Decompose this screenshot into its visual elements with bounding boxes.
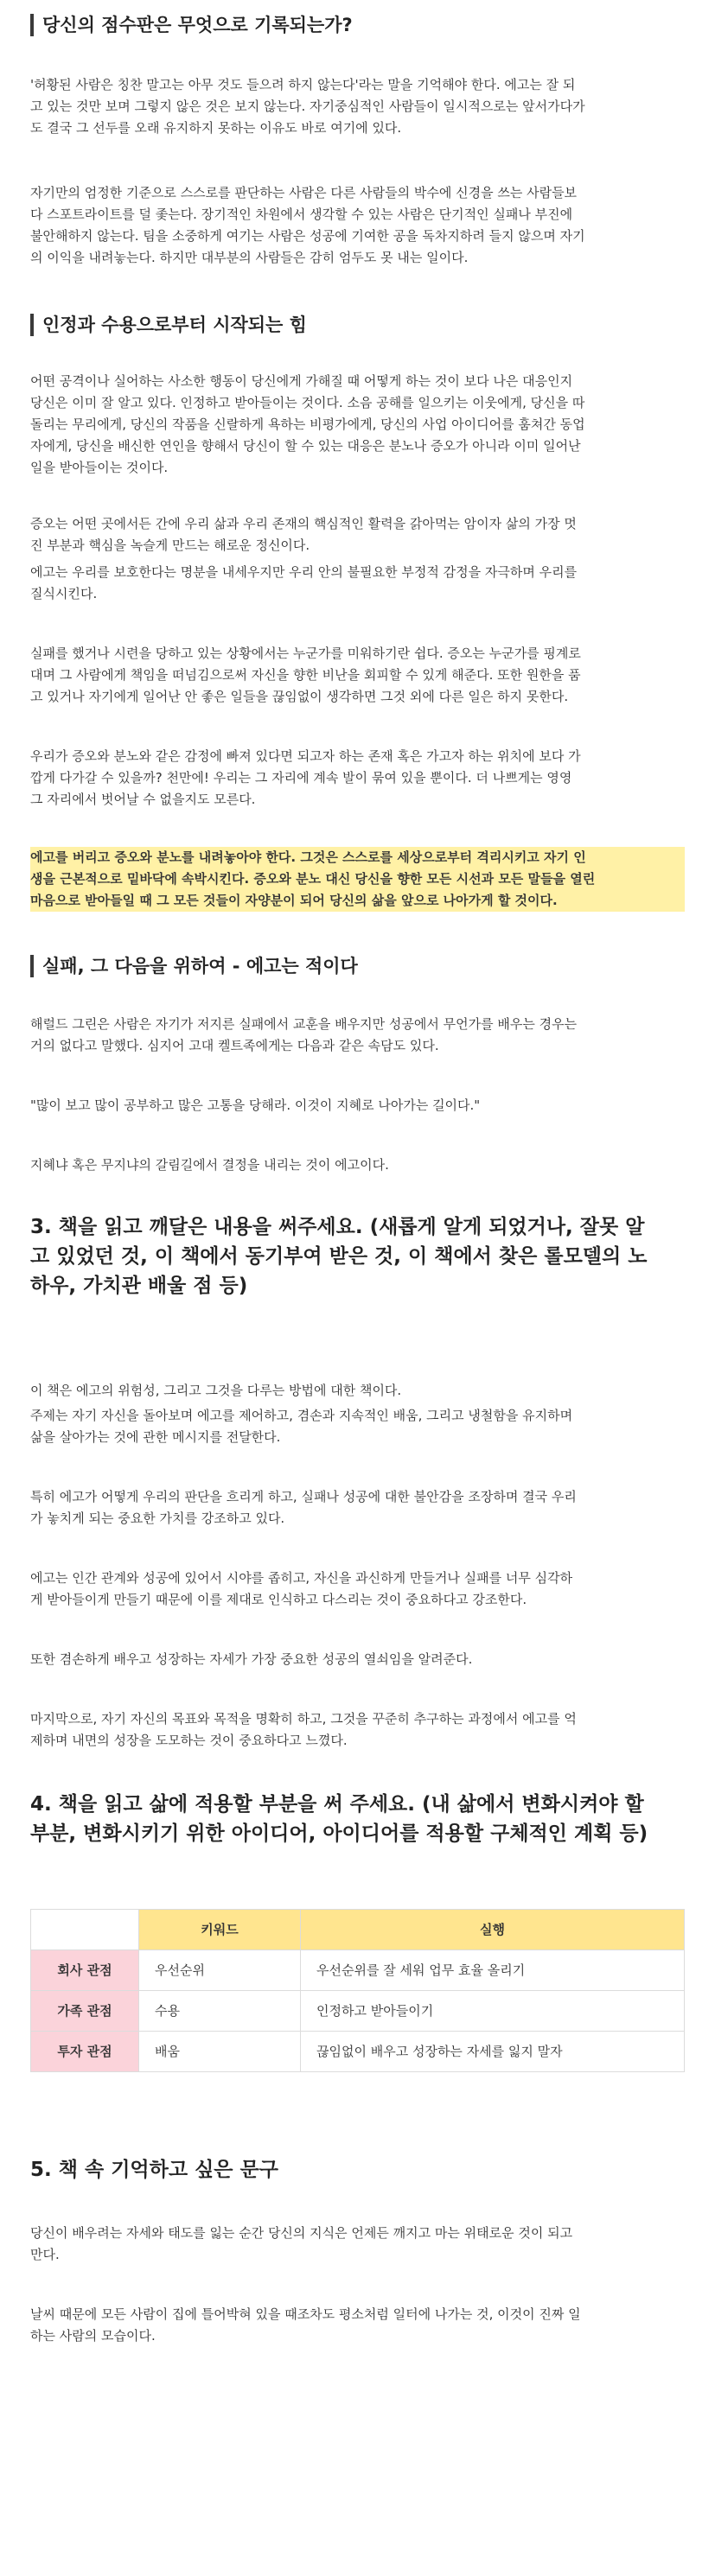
question-heading: 4. 책을 읽고 삶에 적용할 부분을 써 주세요. (내 삶에서 변화시켜야 할 부분, 변화시키기 위한 아이디어, 아이디어를 적용할 구체적인 계획 등) <box>30 1793 648 1845</box>
table-row <box>31 1950 685 1991</box>
paragraph: 증오는 어떤 곳에서든 간에 우리 삶과 우리 존재의 핵심적인 활력을 갉아먹는 암이자 삶의 가장 멋 진 부분과 핵심을 녹슬게 만드는 해로운 정신이다. <box>30 516 577 553</box>
paragraph: 에고는 인간 관계와 성공에 있어서 시야를 좁히고, 자신을 과신하게 만들거나 실패를 너무 심각하 게 받아들이게 만들기 때문에 이를 제대로 인식하고 다스리는 것이 중요하다고 강조한다. <box>30 1570 573 1607</box>
paragraph: 어떤 공격이나 실어하는 사소한 행동이 당신에게 가해질 때 어떻게 하는 것이 보다 나은 대응인지 당신은 이미 잘 알고 있다. 인정하고 받아들이는 것이다. 소음 공해를 일으키는 이웃에게, 당신을 따 돌리는 무리에게, 당신의 작품을 신랄하게 욕하는 비평가에게, 당신의 사업 아이디어를 훔쳐간 동업 자에게, 당신을 배신한 연인을 향해서 당신이 할 수 있는 대응은 분노나 증오가 아니라 이미 일어난 일을 받아들이는 것이다. <box>30 373 585 475</box>
paragraph: 날씨 때문에 모든 사람이 집에 틀어박혀 있을 때조차도 평소처럼 일터에 나가는 것, 이것이 진짜 일 하는 사람의 모습이다. <box>30 2306 581 2344</box>
section-heading: 실패, 그 다음을 위하여 - 에고는 적이다 <box>30 955 685 977</box>
paragraph: 해럴드 그린은 사람은 자기가 저지른 실패에서 교훈을 배우지만 성공에서 무언가를 배우는 경우는 거의 없다고 말했다. 심지어 고대 켈트족에게는 다음과 같은 속담도 있다. <box>30 1016 578 1053</box>
row-keyword: 우선순위 <box>139 1950 301 1991</box>
section-heading: 당신의 점수판은 무엇으로 기록되는가? <box>30 14 685 36</box>
paragraph: '허황된 사람은 칭찬 말고는 아무 것도 들으려 하지 않는다'라는 말을 기억해야 한다. 에고는 잘 되 고 있는 것만 보며 그렇지 않은 것은 보지 않는다. 자기중심적인 사람들이 일시적으로는 앞서가다가 도 결국 그 선두를 오래 유지하지 못하는 이유도 바로 여기에 있다. <box>30 77 585 136</box>
table-header-keyword: 키워드 <box>139 1910 301 1950</box>
paragraph: 당신이 배우려는 자세와 태도를 잃는 순간 당신의 지식은 언제든 깨지고 마는 위태로운 것이 되고 만다. <box>30 2225 573 2262</box>
paragraph: 특히 에고가 어떻게 우리의 판단을 흐리게 하고, 실패나 성공에 대한 불안감을 조장하며 결국 우리 가 놓치게 되는 중요한 가치를 강조하고 있다. <box>30 1489 577 1526</box>
row-keyword: 배움 <box>139 2032 301 2072</box>
question-heading: 5. 책 속 기억하고 싶은 문구 <box>30 2159 278 2181</box>
row-label: 회사 관점 <box>31 1950 139 1991</box>
paragraph: 이 책은 에고의 위험성, 그리고 그것을 다루는 방법에 대한 책이다. <box>30 1383 402 1398</box>
row-action: 인정하고 받아들이기 <box>301 1991 685 2032</box>
paragraph: 또한 겸손하게 배우고 성장하는 자세가 가장 중요한 성공의 열쇠임을 알려준다. <box>30 1651 473 1667</box>
paragraph: 지혜냐 혹은 무지냐의 갈림길에서 결정을 내리는 것이 에고이다. <box>30 1157 389 1173</box>
highlighted-paragraph: 에고를 버리고 증오와 분노를 내려놓아야 한다. 그것은 스스로를 세상으로부터 격리시키고 자기 인 생을 근본적으로 밑바닥에 속박시킨다. 증오와 분노 대신 당신을 향한 모든 시선과 모든 말들을 열린 마음으로 받아들일 때 그 모든 것들이 자양분이 되어 당신의 삶을 앞으로 나아가게 할 것이다. <box>30 847 685 912</box>
row-label: 투자 관점 <box>31 2032 139 2072</box>
table-header-row <box>31 1910 685 1950</box>
row-label: 가족 관점 <box>31 1991 139 2032</box>
section-heading: 인정과 수용으로부터 시작되는 힘 <box>30 314 685 336</box>
paragraph: 마지막으로, 자기 자신의 목표와 목적을 명확히 하고, 그것을 꾸준히 추구하는 과정에서 에고를 억 제하며 내면의 성장을 도모하는 것이 중요하다고 느꼈다. <box>30 1711 577 1748</box>
question-heading: 3. 책을 읽고 깨달은 내용을 써주세요. (새롭게 알게 되었거나, 잘못 알 고 있었던 것, 이 책에서 동기부여 받은 것, 이 책에서 찾은 롤모델의 노 하우, 가치관 배울 점 등) <box>30 1216 648 1297</box>
paragraph: 주제는 자기 자신을 돌아보며 에고를 제어하고, 겸손과 지속적인 배움, 그리고 냉철함을 유지하며 삶을 살아가는 것에 관한 메시지를 전달한다. <box>30 1408 573 1445</box>
row-keyword: 수용 <box>139 1991 301 2032</box>
table-header-action: 실행 <box>301 1910 685 1950</box>
quote: "많이 보고 많이 공부하고 많은 고통을 당해라. 이것이 지혜로 나아가는 길이다." <box>30 1097 481 1113</box>
paragraph: 자기만의 엄정한 기준으로 스스로를 판단하는 사람은 다른 사람들의 박수에 신경을 쓰는 사람들보 다 스포트라이트를 덜 좇는다. 장기적인 차원에서 생각할 수 있는 사람은 단기적인 실패나 부진에 불안해하지 않는다. 팀을 소중하게 여기는 사람은 성공에 기여한 공을 독차지하려 들지 않으며 자기 의 이익을 내려놓는다. 하지만 대부분의 사람들은 감히 엄두도 못 내는 일이다. <box>30 185 585 265</box>
table-row <box>31 1991 685 2032</box>
row-action: 끊임없이 배우고 성장하는 자세를 잃지 말자 <box>301 2032 685 2072</box>
paragraph: 우리가 증오와 분노와 같은 감정에 빠져 있다면 되고자 하는 존재 혹은 가고자 하는 위치에 보다 가 깝게 다가갈 수 있을까? 천만에! 우리는 그 자리에 계속 발이 묶여 있을 뿐이다. 더 나쁘게는 영영 그 자리에서 벗어날 수 없을지도 모른다. <box>30 748 581 807</box>
application-table <box>30 1909 685 2072</box>
paragraph: 실패를 했거나 시련을 당하고 있는 상황에서는 누군가를 미워하기란 쉽다. 증오는 누군가를 핑계로 대며 그 사람에게 책임을 떠넘김으로써 자신을 향한 비난을 회피할 수 있게 해준다. 또한 원한을 품 고 있거나 자기에게 일어난 안 좋은 일들을 끊임없이 생각하면 그것 외에 다른 일은 하지 못한다. <box>30 646 581 704</box>
row-action: 우선순위를 잘 세워 업무 효율 올리기 <box>301 1950 685 1991</box>
table-row <box>31 2032 685 2072</box>
table-header-blank <box>31 1910 139 1950</box>
paragraph: 에고는 우리를 보호한다는 명분을 내세우지만 우리 안의 불필요한 부정적 감정을 자극하며 우리를 질식시킨다. <box>30 564 578 601</box>
